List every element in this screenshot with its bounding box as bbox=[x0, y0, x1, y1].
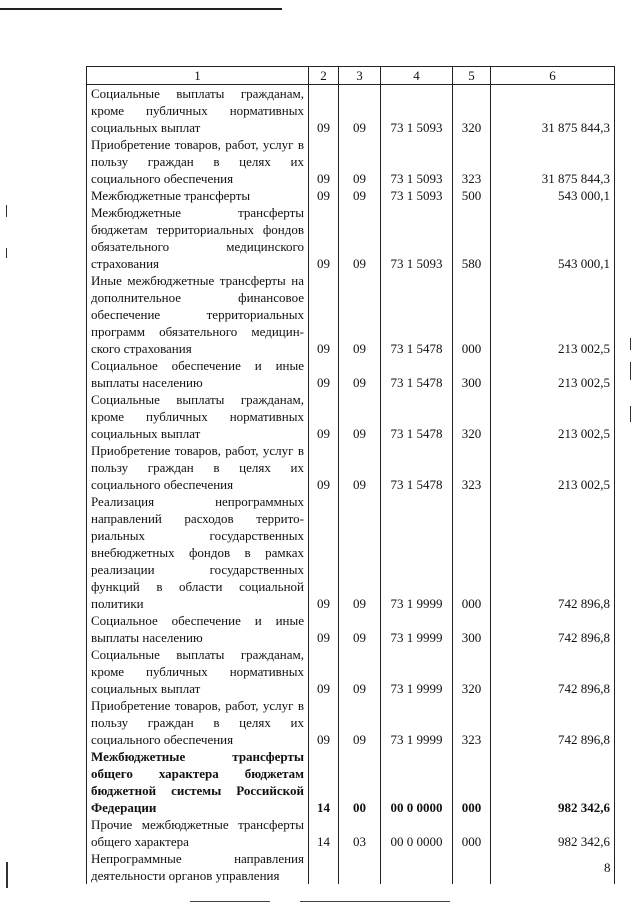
row-name: Иные межбюджетные трансферты на дополнительное финансовое обеспечение территориальных программ обязательного медицинского страхования bbox=[87, 272, 309, 357]
row-amount: 213 002,5 bbox=[491, 442, 615, 493]
row-expense-type: 320 bbox=[453, 391, 491, 442]
row-subsection-code: 09 bbox=[339, 357, 381, 391]
row-name: Социальное обеспечение и иные выплаты населению bbox=[87, 357, 309, 391]
row-section-code: 09 bbox=[309, 391, 339, 442]
table-row bbox=[87, 85, 615, 137]
row-name: Межбюджетные трансферты bbox=[87, 187, 309, 204]
row-section-code: 09 bbox=[309, 357, 339, 391]
row-expense-type: 000 bbox=[453, 816, 491, 850]
row-section-code: 09 bbox=[309, 612, 339, 646]
row-amount: 742 896,8 bbox=[491, 493, 615, 612]
row-expense-type: 500 bbox=[453, 187, 491, 204]
table-header-row bbox=[87, 67, 615, 85]
row-subsection-code: 09 bbox=[339, 187, 381, 204]
table-row bbox=[87, 646, 615, 697]
table-body bbox=[87, 85, 615, 885]
table-row bbox=[87, 391, 615, 442]
row-target-article: 73 1 9999 bbox=[381, 646, 453, 697]
row-amount: 213 002,5 bbox=[491, 357, 615, 391]
page-number: 8 bbox=[604, 860, 611, 875]
row-subsection-code: 09 bbox=[339, 442, 381, 493]
table-row bbox=[87, 697, 615, 748]
row-amount bbox=[491, 850, 615, 884]
row-name: Социальные выплаты гражданам, кроме публичных нормативных социальных выплат bbox=[87, 646, 309, 697]
row-subsection-code: 09 bbox=[339, 391, 381, 442]
row-name: Прочие межбюджетные трансферты общего характера bbox=[87, 816, 309, 850]
top-rule bbox=[0, 8, 282, 10]
row-amount: 543 000,1 bbox=[491, 204, 615, 272]
table-row bbox=[87, 612, 615, 646]
row-name: Межбюджетные трансферты бюджетам территориальных фондов обязательного медицинского страхования bbox=[87, 204, 309, 272]
row-amount: 543 000,1 bbox=[491, 187, 615, 204]
table-row bbox=[87, 816, 615, 850]
row-name: Непрограммные направления деятельности органов управления bbox=[87, 850, 309, 884]
row-subsection-code: 09 bbox=[339, 272, 381, 357]
row-subsection-code: 09 bbox=[339, 612, 381, 646]
budget-table bbox=[86, 66, 615, 884]
table-row bbox=[87, 493, 615, 612]
row-section-code: 14 bbox=[309, 748, 339, 816]
table-row bbox=[87, 136, 615, 187]
row-target-article: 73 1 5478 bbox=[381, 357, 453, 391]
row-expense-type: 300 bbox=[453, 612, 491, 646]
row-section-code: 09 bbox=[309, 204, 339, 272]
table-row bbox=[87, 442, 615, 493]
row-name: Социальное обеспечение и иные выплаты населению bbox=[87, 612, 309, 646]
row-subsection-code bbox=[339, 850, 381, 884]
row-section-code: 09 bbox=[309, 85, 339, 137]
row-section-code: 09 bbox=[309, 493, 339, 612]
row-target-article: 73 1 5093 bbox=[381, 204, 453, 272]
row-amount: 742 896,8 bbox=[491, 697, 615, 748]
table-row bbox=[87, 850, 615, 884]
row-section-code: 09 bbox=[309, 646, 339, 697]
row-section-code: 09 bbox=[309, 697, 339, 748]
row-expense-type: 320 bbox=[453, 646, 491, 697]
bottom-rule bbox=[300, 901, 450, 902]
row-expense-type: 580 bbox=[453, 204, 491, 272]
row-target-article: 73 1 9999 bbox=[381, 493, 453, 612]
row-amount: 742 896,8 bbox=[491, 646, 615, 697]
row-amount: 742 896,8 bbox=[491, 612, 615, 646]
row-subsection-code: 09 bbox=[339, 204, 381, 272]
row-subsection-code: 09 bbox=[339, 136, 381, 187]
row-section-code: 09 bbox=[309, 187, 339, 204]
row-target-article: 73 1 5093 bbox=[381, 85, 453, 137]
column-header: 1 bbox=[87, 67, 309, 85]
column-header: 3 bbox=[339, 67, 381, 85]
row-target-article: 73 1 5478 bbox=[381, 272, 453, 357]
row-target-article: 73 1 9999 bbox=[381, 612, 453, 646]
row-expense-type: 320 bbox=[453, 85, 491, 137]
bottom-rule bbox=[190, 901, 270, 902]
table-row bbox=[87, 748, 615, 816]
row-target-article: 73 1 5093 bbox=[381, 187, 453, 204]
row-name: Приобретение товаров, работ, услуг в пользу граждан в целях их социального обеспечения bbox=[87, 697, 309, 748]
row-expense-type: 323 bbox=[453, 442, 491, 493]
row-subsection-code: 09 bbox=[339, 493, 381, 612]
table-row bbox=[87, 272, 615, 357]
scan-mark bbox=[6, 205, 7, 217]
row-name: Межбюджетные трансферты общего характера бюджетам бюджетной системы Российской Федерации bbox=[87, 748, 309, 816]
row-amount: 213 002,5 bbox=[491, 272, 615, 357]
scan-mark bbox=[6, 248, 7, 258]
row-expense-type: 000 bbox=[453, 493, 491, 612]
row-name: Реализация непрограммных направлений расходов территориальных государственных внебюджетных фондов в рамках реализации государственных функций в области социальной политики bbox=[87, 493, 309, 612]
row-expense-type: 300 bbox=[453, 357, 491, 391]
row-name: Приобретение товаров, работ, услуг в пользу граждан в целях их социального обеспечения bbox=[87, 136, 309, 187]
table-row bbox=[87, 204, 615, 272]
column-header: 2 bbox=[309, 67, 339, 85]
row-amount: 31 875 844,3 bbox=[491, 136, 615, 187]
row-expense-type: 323 bbox=[453, 697, 491, 748]
scan-mark bbox=[6, 862, 8, 888]
row-target-article bbox=[381, 850, 453, 884]
row-section-code: 09 bbox=[309, 272, 339, 357]
row-name: Социальные выплаты гражданам, кроме публичных нормативных социальных выплат bbox=[87, 85, 309, 137]
row-expense-type: 000 bbox=[453, 748, 491, 816]
row-name: Приобретение товаров, работ, услуг в пользу граждан в целях их социального обеспечения bbox=[87, 442, 309, 493]
row-subsection-code: 09 bbox=[339, 646, 381, 697]
row-target-article: 00 0 0000 bbox=[381, 748, 453, 816]
scan-mark bbox=[630, 338, 631, 350]
row-expense-type: 000 bbox=[453, 272, 491, 357]
row-section-code: 09 bbox=[309, 442, 339, 493]
row-subsection-code: 09 bbox=[339, 85, 381, 137]
row-section-code: 09 bbox=[309, 136, 339, 187]
row-target-article: 73 1 5478 bbox=[381, 442, 453, 493]
row-expense-type bbox=[453, 850, 491, 884]
row-target-article: 73 1 5478 bbox=[381, 391, 453, 442]
row-name: Социальные выплаты гражданам, кроме публичных нормативных социальных выплат bbox=[87, 391, 309, 442]
row-amount: 982 342,6 bbox=[491, 816, 615, 850]
column-header: 6 bbox=[491, 67, 615, 85]
column-header: 5 bbox=[453, 67, 491, 85]
row-target-article: 00 0 0000 bbox=[381, 816, 453, 850]
row-expense-type: 323 bbox=[453, 136, 491, 187]
row-target-article: 73 1 5093 bbox=[381, 136, 453, 187]
column-header: 4 bbox=[381, 67, 453, 85]
row-section-code: 14 bbox=[309, 816, 339, 850]
scan-mark bbox=[630, 406, 631, 422]
row-section-code bbox=[309, 850, 339, 884]
row-subsection-code: 00 bbox=[339, 748, 381, 816]
row-amount: 213 002,5 bbox=[491, 391, 615, 442]
row-target-article: 73 1 9999 bbox=[381, 697, 453, 748]
row-subsection-code: 03 bbox=[339, 816, 381, 850]
row-amount: 982 342,6 bbox=[491, 748, 615, 816]
row-amount: 31 875 844,3 bbox=[491, 85, 615, 137]
scan-mark bbox=[630, 362, 631, 380]
row-subsection-code: 09 bbox=[339, 697, 381, 748]
table-row bbox=[87, 187, 615, 204]
table-row bbox=[87, 357, 615, 391]
